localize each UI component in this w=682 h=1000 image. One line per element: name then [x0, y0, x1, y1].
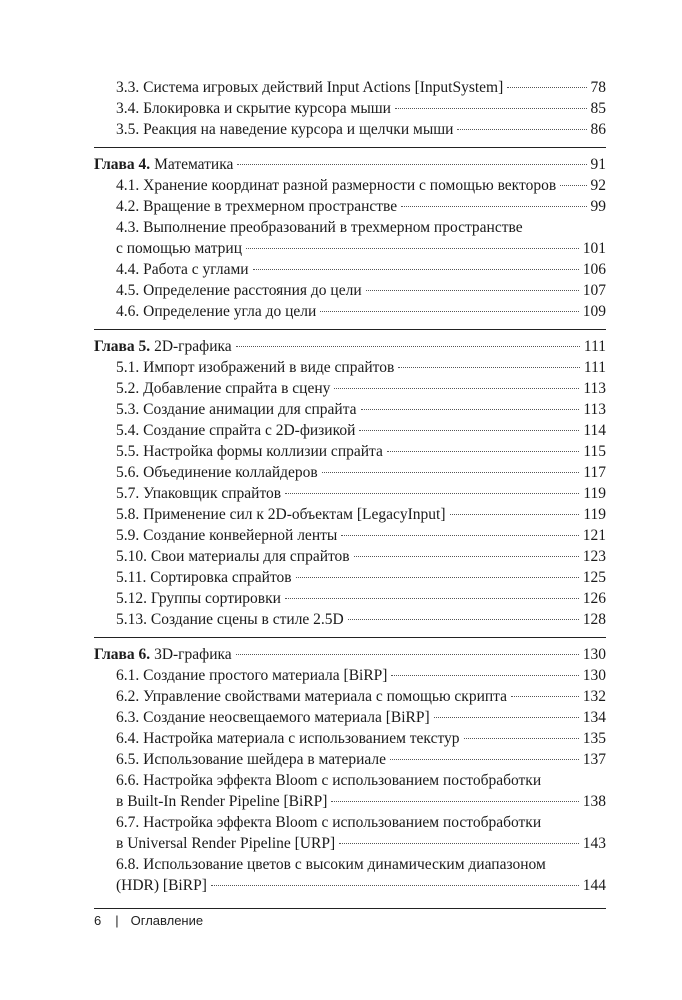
- toc-page-number: 86: [590, 121, 606, 138]
- toc-entry[interactable]: [94, 119, 606, 140]
- toc-entry-title: (HDR) [BiRP]: [116, 877, 207, 894]
- toc-page-number: 143: [582, 835, 606, 852]
- toc-page-number: 85: [590, 100, 606, 117]
- dot-leader: [560, 185, 586, 186]
- toc-entry[interactable]: [94, 483, 606, 504]
- toc-entry[interactable]: [94, 504, 606, 525]
- toc-entry[interactable]: [94, 441, 606, 462]
- toc-entry-title: 5.1. Импорт изображений в виде спрайтов: [116, 359, 395, 376]
- toc-entry-title: 5.3. Создание анимации для спрайта: [116, 401, 357, 418]
- dot-leader: [334, 388, 579, 389]
- toc-page-number: 107: [582, 282, 606, 299]
- toc-page-number: 115: [583, 443, 606, 460]
- toc-entry[interactable]: [94, 462, 606, 483]
- toc-entry-title: 3.4. Блокировка и скрытие курсора мыши: [116, 100, 391, 117]
- toc-page-number: 125: [582, 569, 606, 586]
- dot-leader: [296, 577, 579, 578]
- toc-entry[interactable]: [94, 833, 606, 854]
- toc-entry[interactable]: [94, 770, 606, 791]
- page-footer: [94, 908, 606, 928]
- toc-entry[interactable]: [94, 546, 606, 567]
- dot-leader: [320, 311, 578, 312]
- toc-page-number: 78: [590, 79, 606, 96]
- toc-entry-title: 6.7. Настройка эффекта Bloom с использованием постобработки: [116, 814, 542, 831]
- toc-entry[interactable]: [94, 357, 606, 378]
- toc-entry[interactable]: [94, 588, 606, 609]
- toc-entry-title: 4.4. Работа с углами: [116, 261, 249, 278]
- dot-leader: [390, 759, 579, 760]
- toc-entry[interactable]: [94, 196, 606, 217]
- dot-leader: [331, 801, 578, 802]
- dot-leader: [236, 346, 580, 347]
- toc-entry-title: [94, 154, 233, 175]
- toc-entry-title: [94, 644, 232, 665]
- toc-entry[interactable]: [94, 77, 606, 98]
- toc-entry-title: 6.8. Использование цветов с высоким динамическим диапазоном: [116, 856, 546, 873]
- toc-entry-title: 5.7. Упаковщик спрайтов: [116, 485, 282, 502]
- toc-entry-title: с помощью матриц: [116, 240, 243, 257]
- toc-entry-title: 4.3. Выполнение преобразований в трехмерном пространстве: [116, 219, 523, 236]
- toc-entry-title: 6.5. Использование шейдера в материале: [116, 751, 387, 768]
- toc-entry[interactable]: [94, 98, 606, 119]
- toc-page-number: 99: [590, 198, 606, 215]
- toc-entry-title: 6.1. Создание простого материала [BiRP]: [116, 667, 388, 684]
- toc-entry[interactable]: [94, 378, 606, 399]
- toc-page-number: 111: [583, 359, 606, 376]
- toc-entry[interactable]: [94, 420, 606, 441]
- toc-entry[interactable]: [94, 791, 606, 812]
- toc-page-number: 92: [590, 177, 606, 194]
- toc-page-number: 121: [582, 527, 606, 544]
- dot-leader: [366, 290, 579, 291]
- toc-page-number: 132: [582, 688, 606, 705]
- dot-leader: [339, 843, 579, 844]
- toc-page-number: 130: [582, 646, 606, 663]
- toc-entry-title: в Universal Render Pipeline [URP]: [116, 835, 336, 852]
- toc-entry-title: 4.5. Определение расстояния до цели: [116, 282, 362, 299]
- toc-entry-title: 5.8. Применение сил к 2D-объектам [LegacyInput]: [116, 506, 446, 523]
- chapter-title: 2D-графика: [150, 338, 232, 355]
- toc-entry-title: 6.4. Настройка материала с использованием текстур: [116, 730, 460, 747]
- toc-page-number: 113: [583, 401, 606, 418]
- dot-leader: [398, 367, 580, 368]
- toc-entry-title: 5.2. Добавление спрайта в сцену: [116, 380, 331, 397]
- toc-entry-title: 4.1. Хранение координат разной размерности с помощью векторов: [116, 177, 557, 194]
- chapter-number: Глава 4.: [94, 156, 151, 173]
- toc-entry-title: 5.10. Свои материалы для спрайтов: [116, 548, 350, 565]
- toc-entry[interactable]: [94, 609, 606, 630]
- toc-entry[interactable]: [94, 525, 606, 546]
- toc-entry-title: 5.13. Создание сцены в стиле 2.5D: [116, 611, 344, 628]
- toc-entry[interactable]: [94, 728, 606, 749]
- dot-leader: [359, 430, 579, 431]
- toc-entry[interactable]: [94, 665, 606, 686]
- toc-page-number: 106: [582, 261, 606, 278]
- toc-entry[interactable]: [94, 567, 606, 588]
- toc-page-number: 128: [582, 611, 606, 628]
- chapter-number: Глава 5.: [94, 338, 151, 355]
- toc-entry-title: 6.6. Настройка эффекта Bloom с использованием постобработки: [116, 772, 542, 789]
- chapter-title: 3D-графика: [150, 646, 232, 663]
- toc-page-number: 138: [582, 793, 606, 810]
- toc-section: [94, 637, 606, 896]
- dot-leader: [322, 472, 580, 473]
- toc-entry-title: 5.5. Настройка формы коллизии спрайта: [116, 443, 383, 460]
- toc-entry-title: 5.12. Группы сортировки: [116, 590, 281, 607]
- toc-entry[interactable]: [94, 259, 606, 280]
- dot-leader: [507, 87, 586, 88]
- toc-entry-title: 5.4. Создание спрайта с 2D-физикой: [116, 422, 356, 439]
- toc-entry-title: 4.6. Определение угла до цели: [116, 303, 317, 320]
- dot-leader: [401, 206, 586, 207]
- toc-entry[interactable]: [94, 399, 606, 420]
- dot-leader: [237, 164, 586, 165]
- dot-leader: [246, 248, 579, 249]
- toc-page-number: 114: [583, 422, 606, 439]
- dot-leader: [391, 675, 578, 676]
- toc-entry[interactable]: [94, 749, 606, 770]
- dot-leader: [285, 598, 579, 599]
- toc-page-number: 111: [583, 338, 606, 355]
- toc-entry[interactable]: [94, 175, 606, 196]
- toc-entry-title: 6.2. Управление свойствами материала с помощью скрипта: [116, 688, 507, 705]
- toc-page-number: 117: [583, 464, 606, 481]
- toc-entry-title: [94, 336, 232, 357]
- toc-entry[interactable]: [94, 854, 606, 875]
- toc-entry-title: 3.5. Реакция на наведение курсора и щелчки мыши: [116, 121, 454, 138]
- toc-page-number: 119: [583, 485, 606, 502]
- toc-entry-title: 3.3. Система игровых действий Input Actions [InputSystem]: [116, 79, 504, 96]
- chapter-number: Глава 6.: [94, 646, 151, 663]
- dot-leader: [211, 885, 579, 886]
- toc-page-number: 130: [582, 667, 606, 684]
- chapter-title: Математика: [150, 156, 234, 173]
- dot-leader: [361, 409, 580, 410]
- toc-page-number: 144: [582, 877, 606, 894]
- toc-entry-title: в Built-In Render Pipeline [BiRP]: [116, 793, 328, 810]
- toc-section: [94, 329, 606, 630]
- toc-entry-title: 5.9. Создание конвейерной ленты: [116, 527, 338, 544]
- toc-section: [94, 77, 606, 140]
- dot-leader: [395, 108, 587, 109]
- toc-chapter-entry[interactable]: [94, 154, 606, 175]
- toc-page-number: 137: [582, 751, 606, 768]
- page-number: 6: [94, 913, 102, 928]
- toc-entry-title: 6.3. Создание неосвещаемого материала [BiRP]: [116, 709, 430, 726]
- toc-entry[interactable]: [94, 301, 606, 322]
- dot-leader: [253, 269, 579, 270]
- toc-entry[interactable]: [94, 812, 606, 833]
- toc-page-number: 126: [582, 590, 606, 607]
- toc-entry[interactable]: [94, 217, 606, 238]
- toc-entry[interactable]: [94, 238, 606, 259]
- toc-entry[interactable]: [94, 280, 606, 301]
- dot-leader: [387, 451, 579, 452]
- dot-leader: [285, 493, 579, 494]
- dot-leader: [434, 717, 579, 718]
- dot-leader: [464, 738, 579, 739]
- toc-page-number: 135: [582, 730, 606, 747]
- toc-entry-title: 4.2. Вращение в трехмерном пространстве: [116, 198, 398, 215]
- running-title: Оглавление: [130, 913, 204, 928]
- dot-leader: [341, 535, 578, 536]
- toc-chapter-entry[interactable]: [94, 644, 606, 665]
- toc-section: [94, 147, 606, 322]
- footer-separator: |: [115, 913, 119, 928]
- dot-leader: [354, 556, 579, 557]
- toc-entry-title: 5.6. Объединение коллайдеров: [116, 464, 318, 481]
- toc-page-number: 101: [582, 240, 606, 257]
- toc-page-number: 91: [590, 156, 606, 173]
- toc-page-number: 119: [583, 506, 606, 523]
- table-of-contents: [94, 77, 606, 896]
- dot-leader: [457, 129, 586, 130]
- dot-leader: [511, 696, 579, 697]
- toc-chapter-entry[interactable]: [94, 336, 606, 357]
- dot-leader: [450, 514, 580, 515]
- toc-page-number: 109: [582, 303, 606, 320]
- toc-entry[interactable]: [94, 875, 606, 896]
- dot-leader: [348, 619, 579, 620]
- toc-page-number: 123: [582, 548, 606, 565]
- dot-leader: [236, 654, 579, 655]
- toc-entry-title: 5.11. Сортировка спрайтов: [116, 569, 292, 586]
- toc-entry[interactable]: [94, 707, 606, 728]
- toc-page-number: 134: [582, 709, 606, 726]
- toc-page-number: 113: [583, 380, 606, 397]
- toc-entry[interactable]: [94, 686, 606, 707]
